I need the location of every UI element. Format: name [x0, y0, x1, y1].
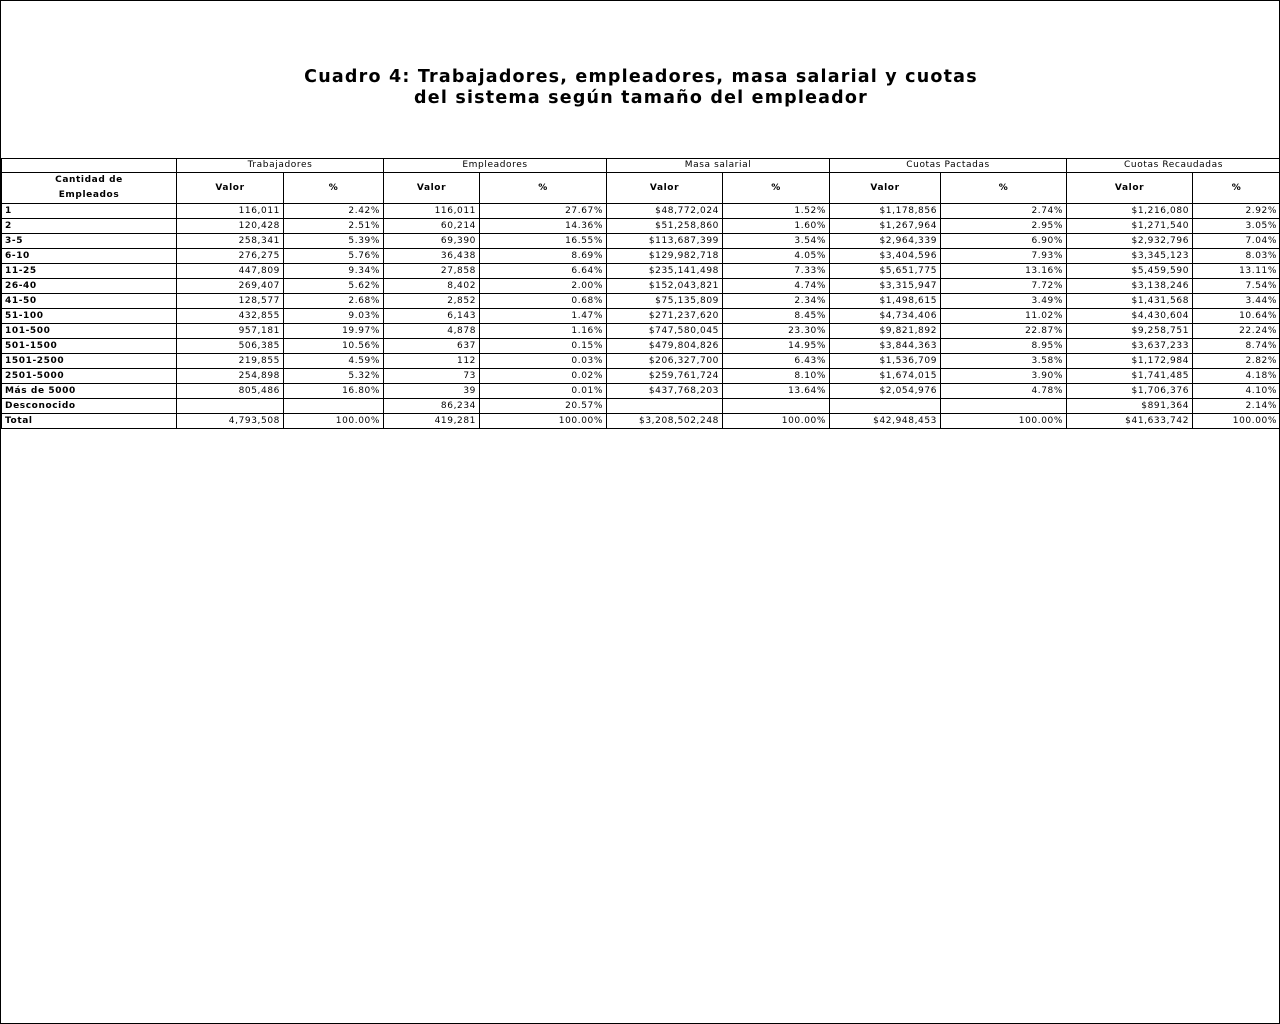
value-cell: $1,431,568 — [1067, 294, 1193, 309]
value-cell: $437,768,203 — [607, 384, 723, 399]
group-header-cuotas-pactadas: Cuotas Pactadas — [830, 159, 1067, 173]
sub-header-row — [2, 173, 1280, 204]
table-row — [2, 384, 1280, 399]
sub-header-percent: % — [723, 173, 830, 204]
percent-cell: 0.01% — [480, 384, 607, 399]
value-cell: 6,143 — [384, 309, 480, 324]
value-cell: 116,011 — [384, 204, 480, 219]
value-cell: 120,428 — [177, 219, 284, 234]
value-cell: 637 — [384, 339, 480, 354]
value-cell: $113,687,399 — [607, 234, 723, 249]
row-label: 6-10 — [2, 249, 177, 264]
percent-cell: 13.64% — [723, 384, 830, 399]
value-cell: $1,178,856 — [830, 204, 941, 219]
value-cell: 254,898 — [177, 369, 284, 384]
table-row — [2, 279, 1280, 294]
percent-cell: 4.78% — [941, 384, 1067, 399]
group-header-cuotas-recaudadas: Cuotas Recaudadas — [1067, 159, 1280, 173]
percent-cell: 22.87% — [941, 324, 1067, 339]
percent-cell: 8.03% — [1193, 249, 1280, 264]
percent-cell: 2.00% — [480, 279, 607, 294]
percent-cell: 6.90% — [941, 234, 1067, 249]
page-title — [1, 67, 1280, 109]
value-cell — [607, 399, 723, 414]
value-cell: $75,135,809 — [607, 294, 723, 309]
percent-cell: 10.64% — [1193, 309, 1280, 324]
value-cell: $41,633,742 — [1067, 414, 1193, 429]
table-row — [2, 339, 1280, 354]
value-cell: $891,364 — [1067, 399, 1193, 414]
percent-cell: 13.16% — [941, 264, 1067, 279]
percent-cell: 0.68% — [480, 294, 607, 309]
value-cell: $1,536,709 — [830, 354, 941, 369]
percent-cell: 2.34% — [723, 294, 830, 309]
value-cell: 112 — [384, 354, 480, 369]
category-header-line-1: Cantidad de — [55, 175, 123, 185]
row-label: 1 — [2, 204, 177, 219]
table-row — [2, 204, 1280, 219]
percent-cell: 14.36% — [480, 219, 607, 234]
corner-cell — [2, 159, 177, 173]
value-cell: 86,234 — [384, 399, 480, 414]
percent-cell: 22.24% — [1193, 324, 1280, 339]
value-cell: 4,793,508 — [177, 414, 284, 429]
percent-cell: 2.92% — [1193, 204, 1280, 219]
value-cell: $1,216,080 — [1067, 204, 1193, 219]
percent-cell: 5.32% — [284, 369, 384, 384]
value-cell: 219,855 — [177, 354, 284, 369]
group-header-masa-salarial: Masa salarial — [607, 159, 830, 173]
percent-cell: 13.11% — [1193, 264, 1280, 279]
value-cell: $235,141,498 — [607, 264, 723, 279]
percent-cell: 2.14% — [1193, 399, 1280, 414]
percent-cell: 0.15% — [480, 339, 607, 354]
value-cell: 8,402 — [384, 279, 480, 294]
percent-cell: 100.00% — [284, 414, 384, 429]
percent-cell: 4.10% — [1193, 384, 1280, 399]
percent-cell: 19.97% — [284, 324, 384, 339]
percent-cell: 9.34% — [284, 264, 384, 279]
value-cell: $3,315,947 — [830, 279, 941, 294]
sub-header-valor: Valor — [830, 173, 941, 204]
value-cell: $51,258,860 — [607, 219, 723, 234]
table-body — [2, 204, 1280, 429]
percent-cell: 2.68% — [284, 294, 384, 309]
value-cell: $3,138,246 — [1067, 279, 1193, 294]
percent-cell: 100.00% — [480, 414, 607, 429]
value-cell: $4,430,604 — [1067, 309, 1193, 324]
percent-cell: 100.00% — [1193, 414, 1280, 429]
value-cell: 447,809 — [177, 264, 284, 279]
value-cell — [177, 399, 284, 414]
group-header-empleadores: Empleadores — [384, 159, 607, 173]
value-cell: $1,674,015 — [830, 369, 941, 384]
table-row — [2, 294, 1280, 309]
sub-header-valor: Valor — [607, 173, 723, 204]
value-cell: $3,637,233 — [1067, 339, 1193, 354]
category-header — [2, 173, 177, 204]
category-header-line-2: Empleados — [58, 190, 120, 200]
percent-cell: 7.33% — [723, 264, 830, 279]
value-cell: $3,404,596 — [830, 249, 941, 264]
percent-cell: 2.51% — [284, 219, 384, 234]
percent-cell: 4.74% — [723, 279, 830, 294]
value-cell: 805,486 — [177, 384, 284, 399]
value-cell: 128,577 — [177, 294, 284, 309]
percent-cell: 1.52% — [723, 204, 830, 219]
percent-cell: 5.62% — [284, 279, 384, 294]
percent-cell: 0.02% — [480, 369, 607, 384]
value-cell: $1,741,485 — [1067, 369, 1193, 384]
table-row — [2, 219, 1280, 234]
title-line-1: Cuadro 4: Trabajadores, empleadores, masa salarial y cuotas — [304, 67, 978, 87]
value-cell: 39 — [384, 384, 480, 399]
value-cell: 36,438 — [384, 249, 480, 264]
value-cell: 419,281 — [384, 414, 480, 429]
table-row — [2, 249, 1280, 264]
percent-cell: 2.95% — [941, 219, 1067, 234]
value-cell: $9,821,892 — [830, 324, 941, 339]
row-label: 3-5 — [2, 234, 177, 249]
value-cell: $2,932,796 — [1067, 234, 1193, 249]
value-cell: $2,964,339 — [830, 234, 941, 249]
percent-cell: 4.59% — [284, 354, 384, 369]
table-row — [2, 324, 1280, 339]
percent-cell: 20.57% — [480, 399, 607, 414]
percent-cell: 16.80% — [284, 384, 384, 399]
value-cell: $1,706,376 — [1067, 384, 1193, 399]
row-label: 26-40 — [2, 279, 177, 294]
value-cell: $271,237,620 — [607, 309, 723, 324]
percent-cell — [941, 399, 1067, 414]
percent-cell: 8.95% — [941, 339, 1067, 354]
value-cell: $2,054,976 — [830, 384, 941, 399]
value-cell: $129,982,718 — [607, 249, 723, 264]
value-cell: $206,327,700 — [607, 354, 723, 369]
percent-cell: 8.69% — [480, 249, 607, 264]
value-cell: 73 — [384, 369, 480, 384]
row-label: 2 — [2, 219, 177, 234]
value-cell: 506,385 — [177, 339, 284, 354]
value-cell: $1,267,964 — [830, 219, 941, 234]
value-cell: 957,181 — [177, 324, 284, 339]
value-cell: $1,271,540 — [1067, 219, 1193, 234]
percent-cell: 23.30% — [723, 324, 830, 339]
percent-cell: 8.74% — [1193, 339, 1280, 354]
value-cell: $5,651,775 — [830, 264, 941, 279]
percent-cell: 100.00% — [941, 414, 1067, 429]
percent-cell: 6.64% — [480, 264, 607, 279]
percent-cell: 3.54% — [723, 234, 830, 249]
percent-cell: 7.04% — [1193, 234, 1280, 249]
value-cell: 27,858 — [384, 264, 480, 279]
row-label: Más de 5000 — [2, 384, 177, 399]
data-table — [1, 158, 1280, 429]
sub-header-percent: % — [284, 173, 384, 204]
value-cell: $479,804,826 — [607, 339, 723, 354]
value-cell: 258,341 — [177, 234, 284, 249]
row-label: 51-100 — [2, 309, 177, 324]
percent-cell: 27.67% — [480, 204, 607, 219]
value-cell: $3,345,123 — [1067, 249, 1193, 264]
percent-cell: 5.39% — [284, 234, 384, 249]
sub-header-valor: Valor — [177, 173, 284, 204]
value-cell: 4,878 — [384, 324, 480, 339]
value-cell: 69,390 — [384, 234, 480, 249]
value-cell: $42,948,453 — [830, 414, 941, 429]
row-label: 101-500 — [2, 324, 177, 339]
percent-cell: 7.72% — [941, 279, 1067, 294]
percent-cell: 3.44% — [1193, 294, 1280, 309]
value-cell: $3,844,363 — [830, 339, 941, 354]
percent-cell: 1.60% — [723, 219, 830, 234]
percent-cell: 11.02% — [941, 309, 1067, 324]
percent-cell: 8.45% — [723, 309, 830, 324]
value-cell: $3,208,502,248 — [607, 414, 723, 429]
sub-header-percent: % — [480, 173, 607, 204]
percent-cell — [284, 399, 384, 414]
table-row — [2, 414, 1280, 429]
value-cell: $1,172,984 — [1067, 354, 1193, 369]
group-header-row — [2, 159, 1280, 173]
value-cell: 2,852 — [384, 294, 480, 309]
percent-cell: 3.49% — [941, 294, 1067, 309]
value-cell: $5,459,590 — [1067, 264, 1193, 279]
percent-cell: 8.10% — [723, 369, 830, 384]
value-cell: $9,258,751 — [1067, 324, 1193, 339]
title-line-2: del sistema según tamaño del empleador — [414, 88, 868, 108]
row-label: 11-25 — [2, 264, 177, 279]
percent-cell: 10.56% — [284, 339, 384, 354]
percent-cell: 2.42% — [284, 204, 384, 219]
value-cell: $4,734,406 — [830, 309, 941, 324]
sub-header-percent: % — [1193, 173, 1280, 204]
percent-cell: 7.93% — [941, 249, 1067, 264]
percent-cell: 0.03% — [480, 354, 607, 369]
value-cell: $747,580,045 — [607, 324, 723, 339]
table-row — [2, 369, 1280, 384]
percent-cell: 1.16% — [480, 324, 607, 339]
row-label: 501-1500 — [2, 339, 177, 354]
percent-cell: 4.18% — [1193, 369, 1280, 384]
percent-cell: 6.43% — [723, 354, 830, 369]
table-row — [2, 354, 1280, 369]
value-cell: $152,043,821 — [607, 279, 723, 294]
value-cell: 276,275 — [177, 249, 284, 264]
percent-cell — [723, 399, 830, 414]
percent-cell: 5.76% — [284, 249, 384, 264]
value-cell: 60,214 — [384, 219, 480, 234]
percent-cell: 2.74% — [941, 204, 1067, 219]
percent-cell: 16.55% — [480, 234, 607, 249]
percent-cell: 1.47% — [480, 309, 607, 324]
percent-cell: 4.05% — [723, 249, 830, 264]
value-cell: 432,855 — [177, 309, 284, 324]
group-header-trabajadores: Trabajadores — [177, 159, 384, 173]
percent-cell: 3.05% — [1193, 219, 1280, 234]
row-label: Total — [2, 414, 177, 429]
percent-cell: 9.03% — [284, 309, 384, 324]
sub-header-valor: Valor — [384, 173, 480, 204]
value-cell: $1,498,615 — [830, 294, 941, 309]
value-cell: $48,772,024 — [607, 204, 723, 219]
sub-header-valor: Valor — [1067, 173, 1193, 204]
value-cell: 269,407 — [177, 279, 284, 294]
percent-cell: 100.00% — [723, 414, 830, 429]
percent-cell: 2.82% — [1193, 354, 1280, 369]
row-label: 41-50 — [2, 294, 177, 309]
percent-cell: 14.95% — [723, 339, 830, 354]
percent-cell: 3.58% — [941, 354, 1067, 369]
row-label: 1501-2500 — [2, 354, 177, 369]
value-cell: 116,011 — [177, 204, 284, 219]
table-row — [2, 399, 1280, 414]
table-row — [2, 264, 1280, 279]
percent-cell: 7.54% — [1193, 279, 1280, 294]
row-label: 2501-5000 — [2, 369, 177, 384]
row-label: Desconocido — [2, 399, 177, 414]
value-cell: $259,761,724 — [607, 369, 723, 384]
value-cell — [830, 399, 941, 414]
table-row — [2, 309, 1280, 324]
sub-header-percent: % — [941, 173, 1067, 204]
table-row — [2, 234, 1280, 249]
percent-cell: 3.90% — [941, 369, 1067, 384]
